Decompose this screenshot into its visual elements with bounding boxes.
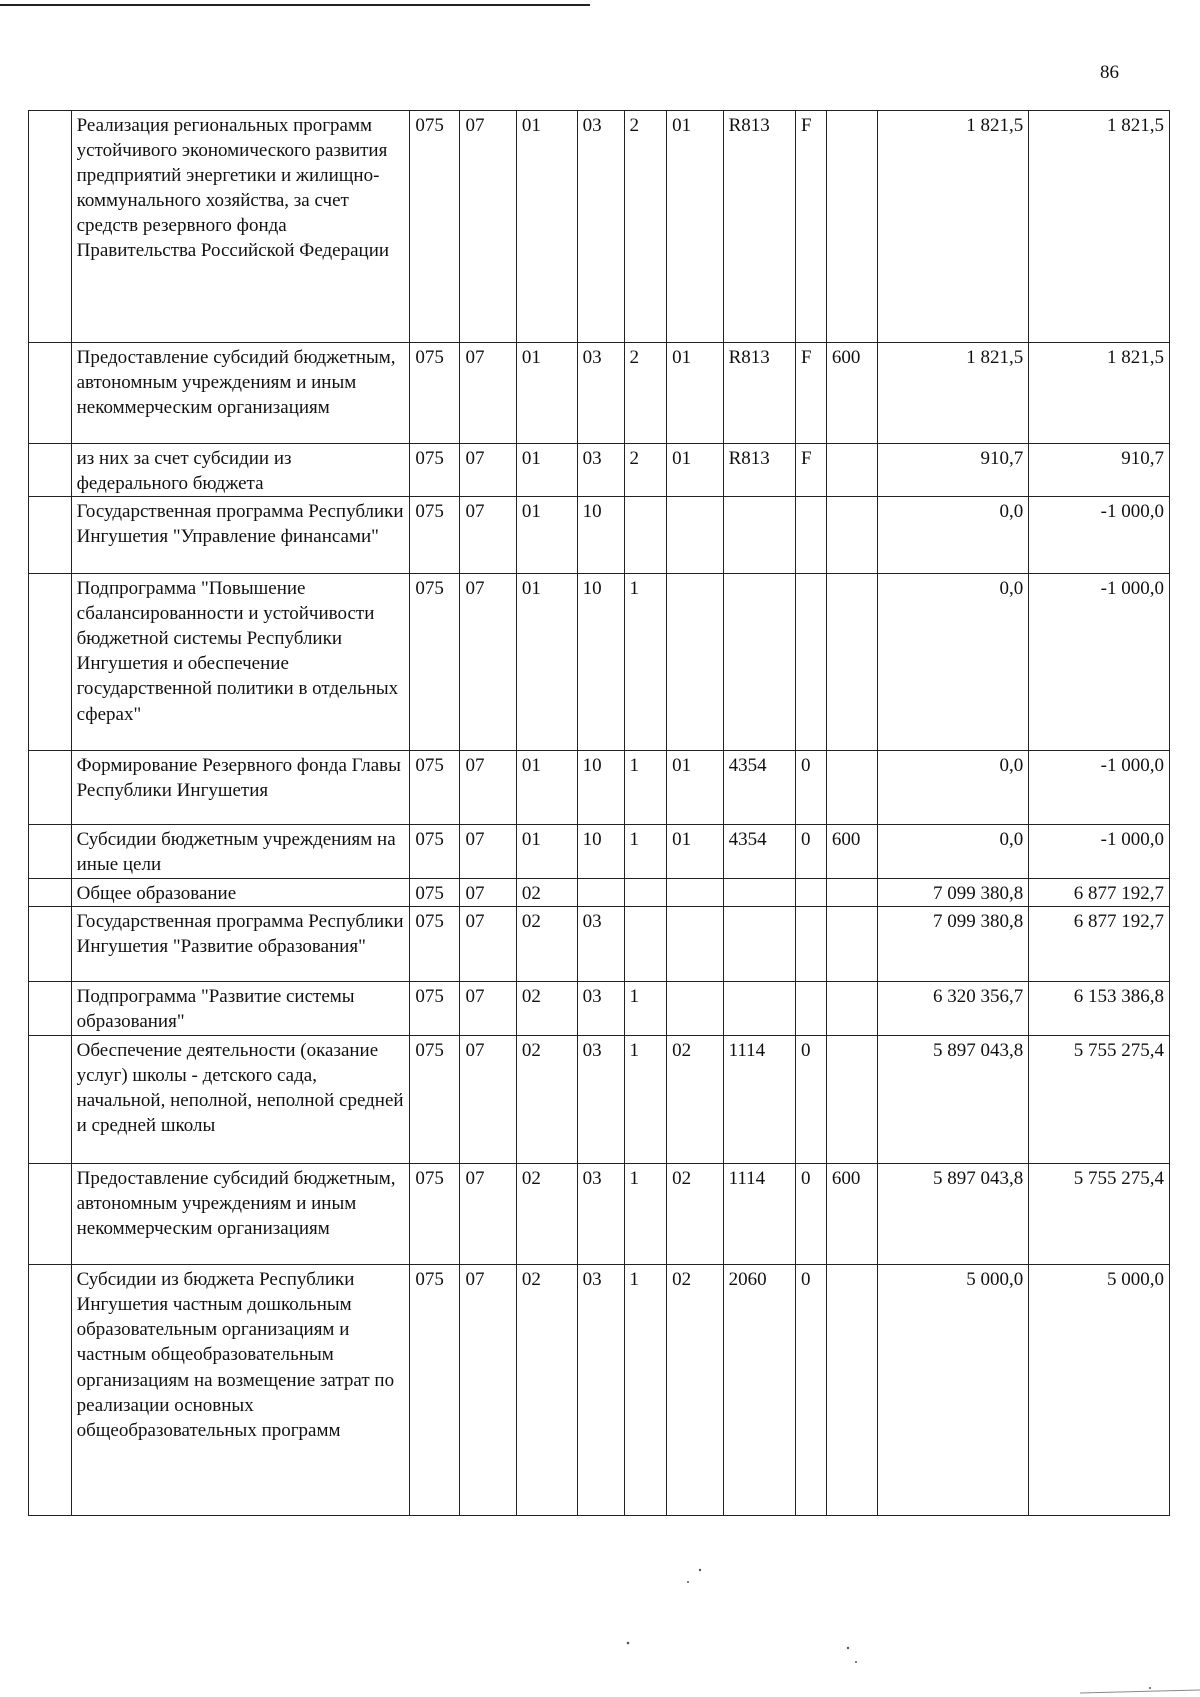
- code-cell-c6: [667, 982, 723, 1036]
- row-lead-cell: [29, 1265, 72, 1516]
- code-cell-c7: 4354: [723, 751, 795, 825]
- row-name: Реализация региональных программ устойчивого экономического развития предприятий энергетики и жилищно-коммунального хозяйства, за счет средств резервного фонда Правительства Российской Федерации: [71, 111, 410, 343]
- budget-table: [28, 110, 1170, 1516]
- code-cell-c2: 07: [460, 574, 516, 751]
- code-cell-c9: [826, 1265, 877, 1516]
- code-cell-c2: 07: [460, 879, 516, 907]
- code-cell-c4: [577, 879, 624, 907]
- row-lead-cell: [29, 879, 72, 907]
- amount-cell-v2: -1 000,0: [1029, 825, 1170, 879]
- row-lead-cell: [29, 343, 72, 444]
- code-cell-c9: 600: [826, 1164, 877, 1265]
- code-cell-c3: 01: [516, 497, 577, 574]
- code-cell-c4: 03: [577, 1265, 624, 1516]
- amount-cell-v2: 5 755 275,4: [1029, 1164, 1170, 1265]
- table-row: [29, 497, 1170, 574]
- amount-cell-v2: 1 821,5: [1029, 111, 1170, 343]
- row-name: Обеспечение деятельности (оказание услуг) школы - детского сада, начальной, неполной, неполной средней и средней школы: [71, 1036, 410, 1164]
- amount-cell-v1: 1 821,5: [878, 111, 1029, 343]
- code-cell-c2: 07: [460, 1164, 516, 1265]
- code-cell-c8: 0: [796, 1164, 827, 1265]
- table-row: [29, 751, 1170, 825]
- code-cell-c4: 10: [577, 574, 624, 751]
- amount-cell-v1: 6 320 356,7: [878, 982, 1029, 1036]
- amount-cell-v2: 5 755 275,4: [1029, 1036, 1170, 1164]
- row-name: Государственная программа Республики Ингушетия "Управление финансами": [71, 497, 410, 574]
- code-cell-c5: 2: [624, 111, 667, 343]
- amount-cell-v1: 5 897 043,8: [878, 1036, 1029, 1164]
- code-cell-c7: [723, 879, 795, 907]
- code-cell-c4: 03: [577, 907, 624, 982]
- code-cell-c5: 1: [624, 1036, 667, 1164]
- code-cell-c8: [796, 982, 827, 1036]
- row-lead-cell: [29, 907, 72, 982]
- code-cell-c8: 0: [796, 1036, 827, 1164]
- row-name: Общее образование: [71, 879, 410, 907]
- code-cell-c2: 07: [460, 497, 516, 574]
- table-row: [29, 574, 1170, 751]
- code-cell-c9: [826, 111, 877, 343]
- code-cell-c8: [796, 907, 827, 982]
- code-cell-c6: [667, 574, 723, 751]
- code-cell-c7: [723, 982, 795, 1036]
- row-name: Подпрограмма "Развитие системы образования": [71, 982, 410, 1036]
- code-cell-c9: 600: [826, 343, 877, 444]
- code-cell-c7: 2060: [723, 1265, 795, 1516]
- code-cell-c5: 1: [624, 825, 667, 879]
- code-cell-c7: 1114: [723, 1164, 795, 1265]
- row-name: Субсидии из бюджета Республики Ингушетия частным дошкольным образовательным организациям и частным общеобразовательным организациям на возмещение затрат по реализации основных общеобразовательных программ: [71, 1265, 410, 1516]
- table-row: [29, 1164, 1170, 1265]
- code-cell-c6: 01: [667, 751, 723, 825]
- code-cell-c1: 075: [410, 574, 460, 751]
- code-cell-c5: [624, 497, 667, 574]
- scan-specks: [0, 1550, 1200, 1697]
- row-lead-cell: [29, 574, 72, 751]
- code-cell-c4: 03: [577, 1164, 624, 1265]
- table-row: [29, 343, 1170, 444]
- amount-cell-v2: -1 000,0: [1029, 497, 1170, 574]
- page-number: 86: [1100, 62, 1119, 83]
- code-cell-c5: 1: [624, 1265, 667, 1516]
- code-cell-c4: 03: [577, 343, 624, 444]
- code-cell-c7: [723, 574, 795, 751]
- code-cell-c8: F: [796, 343, 827, 444]
- code-cell-c7: [723, 907, 795, 982]
- code-cell-c4: 03: [577, 982, 624, 1036]
- code-cell-c6: 01: [667, 444, 723, 497]
- code-cell-c5: 2: [624, 444, 667, 497]
- code-cell-c3: 01: [516, 751, 577, 825]
- code-cell-c6: 01: [667, 111, 723, 343]
- table-row: [29, 1265, 1170, 1516]
- code-cell-c1: 075: [410, 1164, 460, 1265]
- row-lead-cell: [29, 751, 72, 825]
- row-name: Формирование Резервного фонда Главы Республики Ингушетия: [71, 751, 410, 825]
- code-cell-c8: 0: [796, 751, 827, 825]
- amount-cell-v2: 6 153 386,8: [1029, 982, 1170, 1036]
- code-cell-c6: [667, 497, 723, 574]
- code-cell-c6: 02: [667, 1265, 723, 1516]
- row-lead-cell: [29, 825, 72, 879]
- code-cell-c9: [826, 751, 877, 825]
- code-cell-c3: 02: [516, 982, 577, 1036]
- code-cell-c1: 075: [410, 1265, 460, 1516]
- code-cell-c5: [624, 879, 667, 907]
- amount-cell-v2: 910,7: [1029, 444, 1170, 497]
- code-cell-c4: 10: [577, 497, 624, 574]
- amount-cell-v1: 7 099 380,8: [878, 879, 1029, 907]
- code-cell-c7: R813: [723, 444, 795, 497]
- code-cell-c9: [826, 444, 877, 497]
- budget-table-body: [29, 111, 1170, 1516]
- code-cell-c9: [826, 1036, 877, 1164]
- row-lead-cell: [29, 1164, 72, 1265]
- amount-cell-v2: 6 877 192,7: [1029, 879, 1170, 907]
- code-cell-c9: [826, 907, 877, 982]
- code-cell-c1: 075: [410, 879, 460, 907]
- code-cell-c4: 03: [577, 1036, 624, 1164]
- code-cell-c3: 01: [516, 825, 577, 879]
- code-cell-c5: 2: [624, 343, 667, 444]
- code-cell-c9: [826, 982, 877, 1036]
- code-cell-c6: [667, 879, 723, 907]
- amount-cell-v2: 1 821,5: [1029, 343, 1170, 444]
- code-cell-c7: R813: [723, 343, 795, 444]
- code-cell-c6: 01: [667, 825, 723, 879]
- amount-cell-v1: 5 000,0: [878, 1265, 1029, 1516]
- code-cell-c7: [723, 497, 795, 574]
- code-cell-c8: 0: [796, 825, 827, 879]
- row-lead-cell: [29, 444, 72, 497]
- amount-cell-v2: -1 000,0: [1029, 574, 1170, 751]
- code-cell-c2: 07: [460, 343, 516, 444]
- code-cell-c6: [667, 907, 723, 982]
- code-cell-c2: 07: [460, 825, 516, 879]
- code-cell-c3: 01: [516, 444, 577, 497]
- code-cell-c3: 01: [516, 111, 577, 343]
- table-row: [29, 825, 1170, 879]
- amount-cell-v1: 5 897 043,8: [878, 1164, 1029, 1265]
- code-cell-c5: 1: [624, 751, 667, 825]
- code-cell-c7: R813: [723, 111, 795, 343]
- code-cell-c3: 01: [516, 343, 577, 444]
- code-cell-c2: 07: [460, 1036, 516, 1164]
- row-lead-cell: [29, 111, 72, 343]
- code-cell-c1: 075: [410, 907, 460, 982]
- code-cell-c8: [796, 574, 827, 751]
- table-row: [29, 111, 1170, 343]
- code-cell-c3: 02: [516, 907, 577, 982]
- code-cell-c5: [624, 907, 667, 982]
- row-name: из них за счет субсидии из федерального бюджета: [71, 444, 410, 497]
- code-cell-c1: 075: [410, 1036, 460, 1164]
- amount-cell-v1: 0,0: [878, 574, 1029, 751]
- code-cell-c1: 075: [410, 111, 460, 343]
- code-cell-c5: 1: [624, 982, 667, 1036]
- table-row: [29, 907, 1170, 982]
- row-name: Субсидии бюджетным учреждениям на иные цели: [71, 825, 410, 879]
- code-cell-c2: 07: [460, 1265, 516, 1516]
- amount-cell-v2: 6 877 192,7: [1029, 907, 1170, 982]
- row-name: Предоставление субсидий бюджетным, автономным учреждениям и иным некоммерческим организациям: [71, 1164, 410, 1265]
- code-cell-c4: 03: [577, 444, 624, 497]
- code-cell-c1: 075: [410, 751, 460, 825]
- amount-cell-v2: 5 000,0: [1029, 1265, 1170, 1516]
- code-cell-c6: 02: [667, 1036, 723, 1164]
- amount-cell-v1: 0,0: [878, 825, 1029, 879]
- table-row: [29, 1036, 1170, 1164]
- code-cell-c9: [826, 879, 877, 907]
- code-cell-c2: 07: [460, 907, 516, 982]
- code-cell-c8: F: [796, 444, 827, 497]
- row-lead-cell: [29, 982, 72, 1036]
- code-cell-c1: 075: [410, 982, 460, 1036]
- code-cell-c3: 01: [516, 574, 577, 751]
- top-edge-line: [0, 4, 590, 6]
- amount-cell-v1: 7 099 380,8: [878, 907, 1029, 982]
- code-cell-c4: 10: [577, 751, 624, 825]
- code-cell-c1: 075: [410, 497, 460, 574]
- amount-cell-v1: 910,7: [878, 444, 1029, 497]
- table-row: [29, 444, 1170, 497]
- code-cell-c3: 02: [516, 1265, 577, 1516]
- row-lead-cell: [29, 1036, 72, 1164]
- code-cell-c6: 01: [667, 343, 723, 444]
- code-cell-c8: F: [796, 111, 827, 343]
- code-cell-c1: 075: [410, 444, 460, 497]
- code-cell-c9: [826, 574, 877, 751]
- amount-cell-v1: 1 821,5: [878, 343, 1029, 444]
- code-cell-c7: 4354: [723, 825, 795, 879]
- code-cell-c2: 07: [460, 444, 516, 497]
- code-cell-c3: 02: [516, 879, 577, 907]
- code-cell-c3: 02: [516, 1164, 577, 1265]
- table-row: [29, 982, 1170, 1036]
- code-cell-c9: [826, 497, 877, 574]
- amount-cell-v1: 0,0: [878, 751, 1029, 825]
- code-cell-c8: 0: [796, 1265, 827, 1516]
- code-cell-c2: 07: [460, 751, 516, 825]
- code-cell-c1: 075: [410, 343, 460, 444]
- code-cell-c9: 600: [826, 825, 877, 879]
- code-cell-c2: 07: [460, 982, 516, 1036]
- code-cell-c5: 1: [624, 1164, 667, 1265]
- code-cell-c4: 10: [577, 825, 624, 879]
- code-cell-c3: 02: [516, 1036, 577, 1164]
- code-cell-c4: 03: [577, 111, 624, 343]
- code-cell-c5: 1: [624, 574, 667, 751]
- table-row: [29, 879, 1170, 907]
- code-cell-c2: 07: [460, 111, 516, 343]
- amount-cell-v2: -1 000,0: [1029, 751, 1170, 825]
- code-cell-c8: [796, 497, 827, 574]
- code-cell-c8: [796, 879, 827, 907]
- code-cell-c6: 02: [667, 1164, 723, 1265]
- row-name: Подпрограмма "Повышение сбалансированности и устойчивости бюджетной системы Республики Ингушетия и обеспечение государственной политики в отдельных сферах": [71, 574, 410, 751]
- code-cell-c1: 075: [410, 825, 460, 879]
- code-cell-c7: 1114: [723, 1036, 795, 1164]
- row-name: Предоставление субсидий бюджетным, автономным учреждениям и иным некоммерческим организациям: [71, 343, 410, 444]
- row-name: Государственная программа Республики Ингушетия "Развитие образования": [71, 907, 410, 982]
- row-lead-cell: [29, 497, 72, 574]
- amount-cell-v1: 0,0: [878, 497, 1029, 574]
